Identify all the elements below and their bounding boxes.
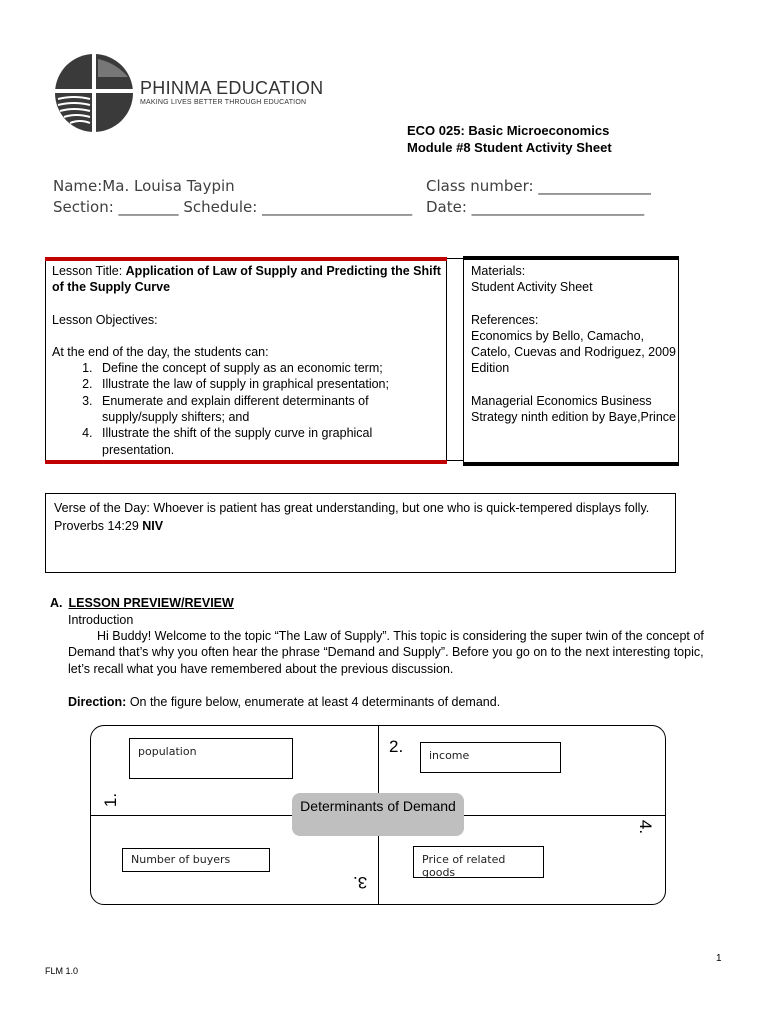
lesson-title: Lesson Title: Application of Law of Supply and Predicting the Shift of the Supply Curve [52,264,441,295]
answer-box-2[interactable]: income [420,742,561,773]
introduction-label: Introduction [68,613,134,627]
materials-box [463,258,679,463]
list-item: 4. Illustrate the shift of the supply curve in graphical presentation. [96,425,444,458]
black-bottom-rule [463,462,679,466]
course-heading [407,122,612,156]
number-3-label: 3. [353,873,368,892]
number-1-label: 1. [101,792,121,808]
black-top-rule [463,256,679,260]
box-divider [447,258,463,461]
date-field[interactable]: Date: _______________________ [426,198,645,216]
page-number: 1 [716,953,722,964]
reference-1: Economics by Bello, Camacho, Catelo, Cuevas and Rodriguez, 2009 Edition [471,328,676,376]
footer-code: FLM 1.0 [45,966,79,976]
answer-box-4[interactable]: Price of related goods [413,846,544,878]
list-item: 1. Define the concept of supply as an economic term; [96,360,444,376]
red-bottom-rule [45,460,447,464]
direction-text: Direction: On the figure below, enumerate at least 4 determinants of demand. [68,695,501,709]
materials-item: Student Activity Sheet [471,280,593,295]
number-2-label: 2. [389,737,404,756]
objectives-intro: At the end of the day, the students can: [52,344,269,359]
number-4-label: 4. [636,819,656,835]
section-schedule-field[interactable]: Section: ________ Schedule: ____________________ [53,198,413,216]
reference-2: Managerial Economics Business Strategy ninth edition by Baye,Prince [471,393,676,425]
section-a-heading: A. LESSON PREVIEW/REVIEW [50,596,234,610]
name-field[interactable]: Name:Ma. Louisa Taypin [53,177,235,195]
logo-tagline: MAKING LIVES BETTER THROUGH EDUCATION [140,99,307,106]
references-label: References: [471,312,539,327]
verse-text: Verse of the Day: Whoever is patient has great understanding, but one who is quick-tempered displays folly. Proverbs 14:29 [54,501,650,533]
materials-label: Materials: [471,264,526,278]
introduction-text: Hi Buddy! Welcome to the topic “The Law of Supply”. This topic is considering the super twin of the concept of Demand that’s why you often hear the phrase “Demand and Supply”. Before you go on to the next interesting topic, let’s recall what you have remembered about the previous discussion. [68,629,704,676]
list-item: 2. Illustrate the law of supply in graphical presentation; [96,376,444,392]
objectives-label: Lesson Objectives: [52,312,158,327]
answer-box-1[interactable]: population [129,738,293,779]
phinma-logo-icon [54,53,134,133]
course-title: ECO 025: Basic Microeconomics [407,123,610,138]
list-item: 3. Enumerate and explain different determinants of supply/supply shifters; and [96,393,444,426]
verse-version: NIV [142,519,164,533]
class-number-field[interactable]: Class number: _______________ [426,177,651,195]
determinants-center-label: Determinants of Demand [292,793,464,836]
red-top-rule [45,257,447,261]
logo-name: PHINMA EDUCATION [140,78,324,98]
objectives-list [52,360,444,458]
lesson-box [45,258,447,462]
answer-box-3[interactable]: Number of buyers [122,848,270,872]
module-title: Module #8 Student Activity Sheet [407,140,612,155]
verse-box [45,493,676,573]
